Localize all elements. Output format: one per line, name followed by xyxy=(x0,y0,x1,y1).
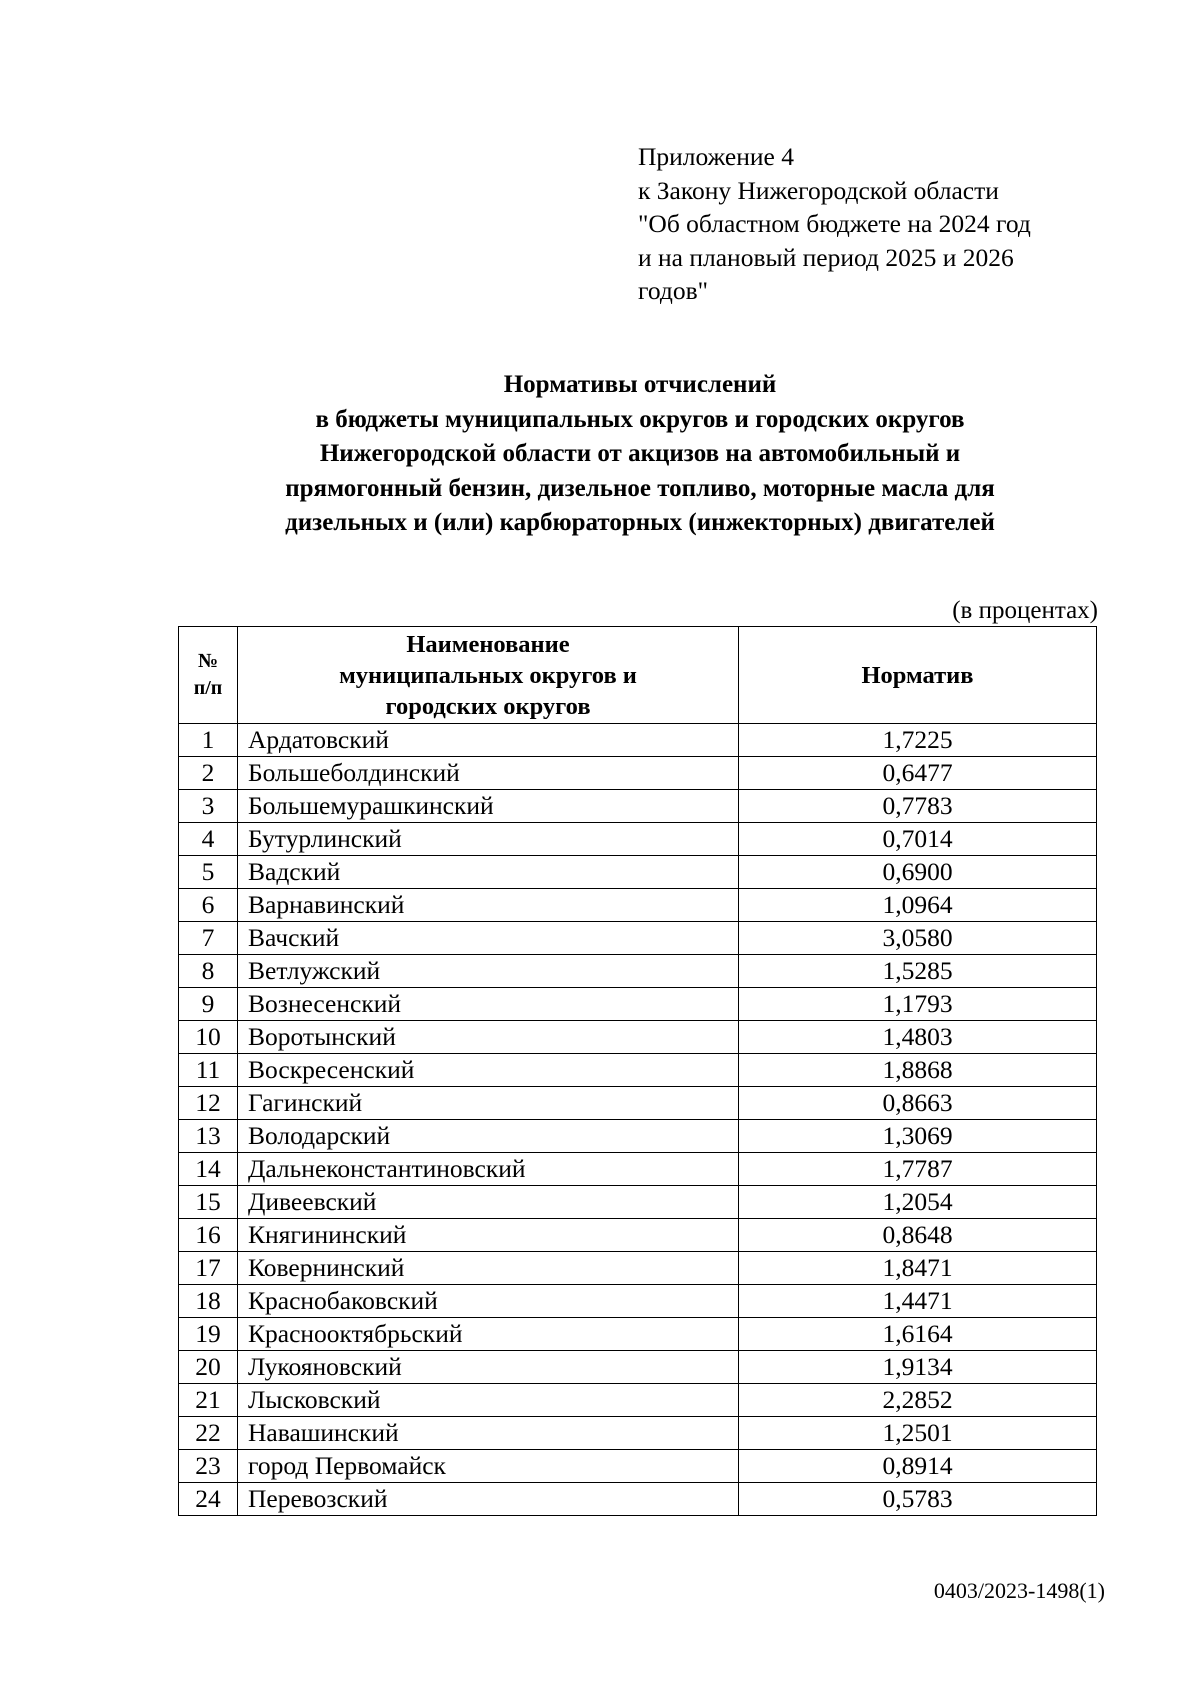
row-name: Перевозский xyxy=(238,1483,739,1516)
row-value: 0,6477 xyxy=(739,757,1097,790)
row-value: 1,8471 xyxy=(739,1252,1097,1285)
table-row xyxy=(179,1021,1097,1054)
row-value: 1,5285 xyxy=(739,955,1097,988)
row-number: 3 xyxy=(179,790,238,823)
appendix-line: Приложение 4 xyxy=(638,142,794,171)
row-name: Ковернинский xyxy=(238,1252,739,1285)
norms-table xyxy=(178,626,1097,1516)
row-number: 20 xyxy=(179,1351,238,1384)
row-name: Воротынский xyxy=(238,1021,739,1054)
row-value: 0,6900 xyxy=(739,856,1097,889)
row-name: Дивеевский xyxy=(238,1186,739,1219)
table-row xyxy=(179,1483,1097,1516)
header-number xyxy=(179,627,238,724)
row-value: 0,7783 xyxy=(739,790,1097,823)
title-line: Нижегородской области от акцизов на автомобильный и xyxy=(319,440,961,467)
table-row xyxy=(179,757,1097,790)
table-row xyxy=(179,1417,1097,1450)
row-name: Вачский xyxy=(238,922,739,955)
row-value: 1,7225 xyxy=(739,724,1097,757)
row-number: 12 xyxy=(179,1087,238,1120)
row-name: Варнавинский xyxy=(238,889,739,922)
row-value: 1,0964 xyxy=(739,889,1097,922)
row-name: Ардатовский xyxy=(238,724,739,757)
table-row xyxy=(179,1153,1097,1186)
header-number-symbol: № xyxy=(197,650,219,672)
row-number: 24 xyxy=(179,1483,238,1516)
header-name-line: городских округов xyxy=(385,692,591,720)
row-value: 1,4803 xyxy=(739,1021,1097,1054)
title-line: дизельных и (или) карбюраторных (инжекторных) двигателей xyxy=(285,509,995,536)
appendix-line: "Об областном бюджете на 2024 год xyxy=(638,209,1031,238)
title-line: Нормативы отчислений xyxy=(503,371,777,398)
row-number: 11 xyxy=(179,1054,238,1087)
row-number: 5 xyxy=(179,856,238,889)
header-name-line: Наименование xyxy=(406,630,570,658)
row-name: Большемурашкинский xyxy=(238,790,739,823)
appendix-line: к Закону Нижегородской области xyxy=(638,175,999,205)
table-row xyxy=(179,1351,1097,1384)
table-row xyxy=(179,1087,1097,1120)
row-name: Ветлужский xyxy=(238,955,739,988)
row-name: Воскресенский xyxy=(238,1054,739,1087)
table-row xyxy=(179,889,1097,922)
document-code: 0403/2023-1498(1) xyxy=(933,1578,1105,1603)
row-number: 18 xyxy=(179,1285,238,1318)
row-number: 4 xyxy=(179,823,238,856)
row-value: 1,3069 xyxy=(739,1120,1097,1153)
title-line: прямогонный бензин, дизельное топливо, моторные масла для xyxy=(285,474,995,502)
table-row xyxy=(179,1318,1097,1351)
row-value: 2,2852 xyxy=(739,1384,1097,1417)
table-row xyxy=(179,724,1097,757)
document-title xyxy=(180,368,1100,541)
row-number: 23 xyxy=(179,1450,238,1483)
row-name: Гагинский xyxy=(238,1087,739,1120)
title-line: в бюджеты муниципальных округов и городских округов xyxy=(315,405,965,433)
row-number: 1 xyxy=(179,724,238,757)
table-row xyxy=(179,955,1097,988)
table-row xyxy=(179,1054,1097,1087)
row-value: 1,8868 xyxy=(739,1054,1097,1087)
table-row xyxy=(179,856,1097,889)
row-name: Дальнеконстантиновский xyxy=(238,1153,739,1186)
row-value: 3,0580 xyxy=(739,922,1097,955)
header-name-line: муниципальных округов и xyxy=(339,661,637,689)
row-value: 0,8648 xyxy=(739,1219,1097,1252)
row-value: 1,4471 xyxy=(739,1285,1097,1318)
row-value: 1,9134 xyxy=(739,1351,1097,1384)
header-name xyxy=(238,627,739,724)
table-row xyxy=(179,790,1097,823)
row-name: Краснооктябрьский xyxy=(238,1318,739,1351)
appendix-line: и на плановый период 2025 и 2026 xyxy=(638,242,1014,272)
row-value: 0,8663 xyxy=(739,1087,1097,1120)
row-number: 22 xyxy=(179,1417,238,1450)
row-number: 9 xyxy=(179,988,238,1021)
table-header-row xyxy=(179,627,1097,724)
row-number: 2 xyxy=(179,757,238,790)
table-row xyxy=(179,1120,1097,1153)
row-value: 0,5783 xyxy=(739,1483,1097,1516)
table-row xyxy=(179,1285,1097,1318)
row-value: 1,6164 xyxy=(739,1318,1097,1351)
table-row xyxy=(179,1186,1097,1219)
table-row xyxy=(179,1219,1097,1252)
row-name: город Первомайск xyxy=(238,1450,739,1483)
row-number: 15 xyxy=(179,1186,238,1219)
table-row xyxy=(179,1252,1097,1285)
row-value: 0,8914 xyxy=(739,1450,1097,1483)
row-value: 0,7014 xyxy=(739,823,1097,856)
row-number: 6 xyxy=(179,889,238,922)
table-row xyxy=(179,922,1097,955)
row-name: Вознесенский xyxy=(238,988,739,1021)
row-name: Княгининский xyxy=(238,1219,739,1252)
units-label: (в процентах) xyxy=(952,597,1098,624)
row-name: Бутурлинский xyxy=(238,823,739,856)
row-name: Лысковский xyxy=(238,1384,739,1417)
row-name: Большеболдинский xyxy=(238,757,739,790)
table-body xyxy=(179,724,1097,1516)
row-value: 1,2501 xyxy=(739,1417,1097,1450)
row-number: 13 xyxy=(179,1120,238,1153)
row-number: 10 xyxy=(179,1021,238,1054)
row-value: 1,1793 xyxy=(739,988,1097,1021)
row-number: 7 xyxy=(179,922,238,955)
table-row xyxy=(179,1384,1097,1417)
row-number: 16 xyxy=(179,1219,238,1252)
table-row xyxy=(179,823,1097,856)
row-value: 1,2054 xyxy=(739,1186,1097,1219)
row-number: 19 xyxy=(179,1318,238,1351)
row-number: 17 xyxy=(179,1252,238,1285)
row-value: 1,7787 xyxy=(739,1153,1097,1186)
row-number: 14 xyxy=(179,1153,238,1186)
table-row xyxy=(179,1450,1097,1483)
row-number: 8 xyxy=(179,955,238,988)
row-name: Навашинский xyxy=(238,1417,739,1450)
header-number-sub: п/п xyxy=(193,677,223,699)
row-name: Лукояновский xyxy=(238,1351,739,1384)
row-name: Володарский xyxy=(238,1120,739,1153)
row-number: 21 xyxy=(179,1384,238,1417)
header-value: Норматив xyxy=(739,627,1097,724)
table-row xyxy=(179,988,1097,1021)
row-name: Краснобаковский xyxy=(238,1285,739,1318)
row-name: Вадский xyxy=(238,856,739,889)
appendix-reference xyxy=(638,140,1031,308)
appendix-line: годов" xyxy=(638,276,709,305)
